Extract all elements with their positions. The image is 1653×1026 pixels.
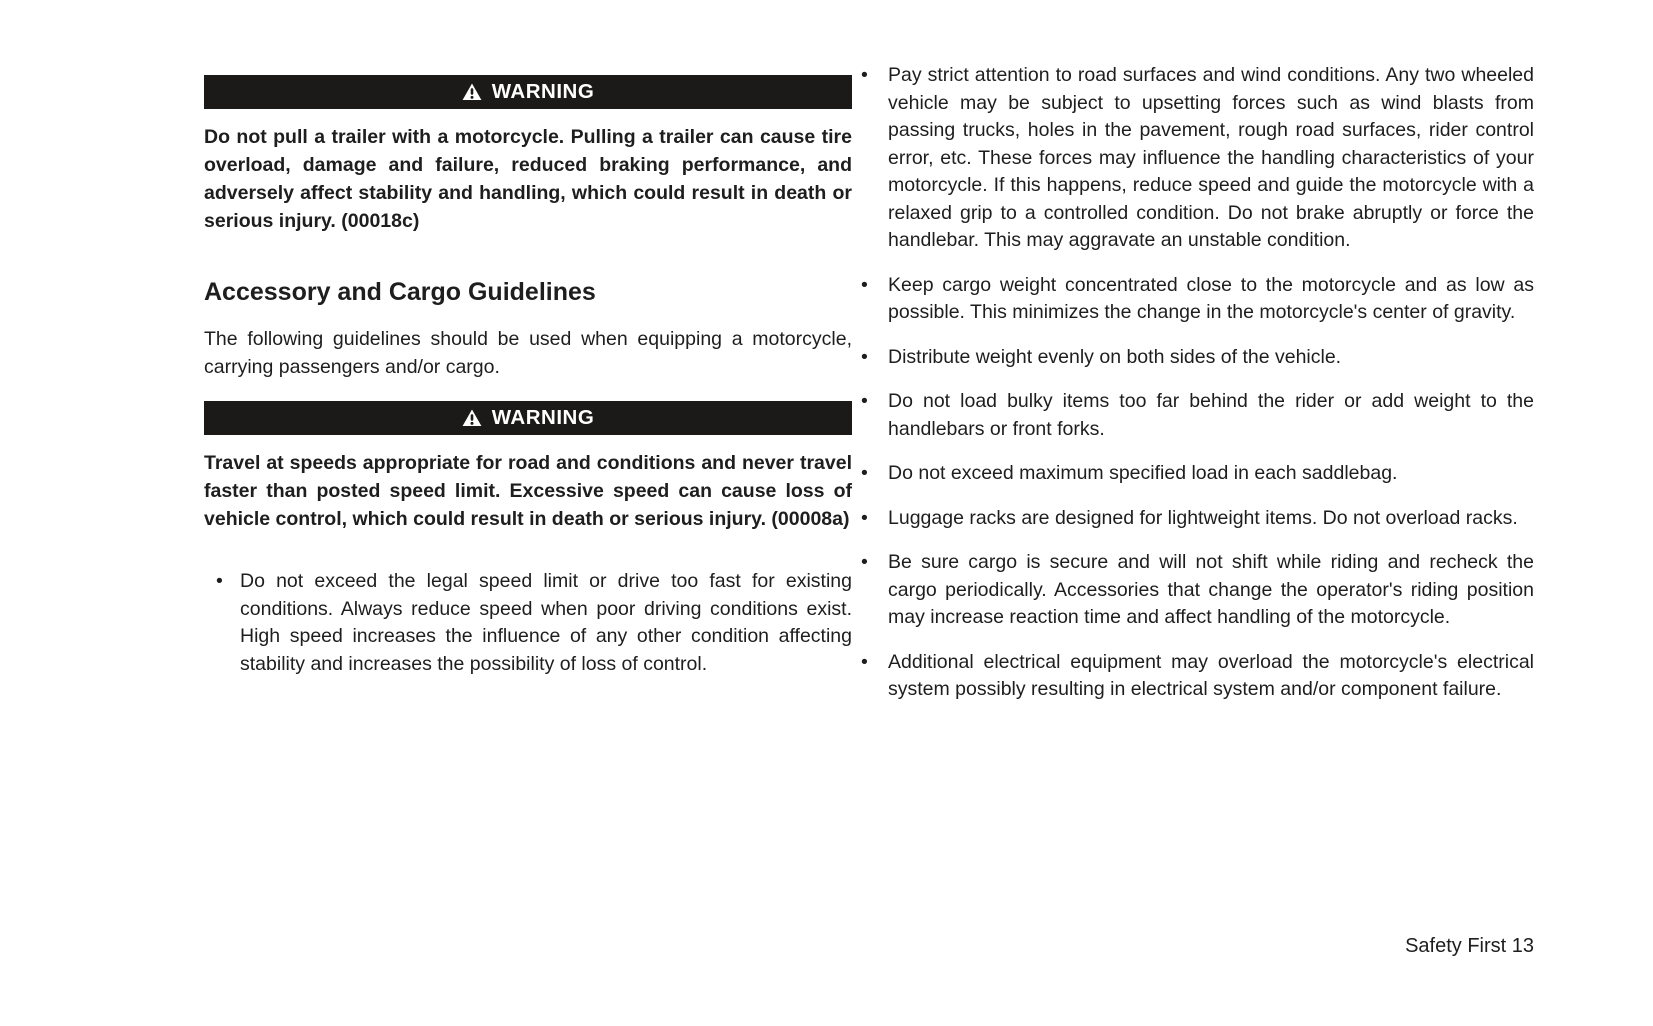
bullet-marker: • xyxy=(861,273,868,296)
list-item-text: Distribute weight evenly on both sides of the vehicle. xyxy=(888,345,1342,368)
list-item-text: Additional electrical equipment may overload the motorcycle's electrical system possibly resulting in electrical system and/or component failure. xyxy=(888,650,1534,700)
warning-banner-label: WARNING xyxy=(491,80,595,103)
warning-banner-trailer xyxy=(204,75,852,109)
list-item xyxy=(858,649,1534,704)
list-item-text: Keep cargo weight concentrated close to the motorcycle and as low as possible. This minimizes the change in the motorcycle's center of gravity. xyxy=(888,273,1534,323)
bullet-marker: • xyxy=(861,390,868,412)
section-intro-paragraph: The following guidelines should be used when equipping a motorcycle, carrying passengers and/or cargo. xyxy=(204,328,852,378)
warning-triangle-icon xyxy=(462,83,482,101)
right-column xyxy=(858,62,1534,704)
warning-banner-speed xyxy=(204,401,852,435)
list-item-text: Do not load bulky items too far behind the rider or add weight to the handlebars or front forks. xyxy=(888,390,1534,440)
list-item xyxy=(858,460,1534,488)
section-heading-accessory-cargo: Accessory and Cargo Guidelines xyxy=(204,278,596,306)
list-item xyxy=(858,344,1534,372)
list-item xyxy=(858,62,1534,255)
list-item xyxy=(858,272,1534,327)
warning-banner-label: WARNING xyxy=(491,406,595,429)
warning-text-speed: Travel at speeds appropriate for road and conditions and never travel faster than posted speed limit. Excessive speed can cause loss of vehicle control, which could result in death or serious injury. (00008a) xyxy=(204,452,852,530)
bullet-marker: • xyxy=(861,345,868,368)
list-item xyxy=(858,505,1534,533)
bullet-marker: • xyxy=(861,506,868,529)
bullet-marker: • xyxy=(861,64,868,86)
list-item-text: Do not exceed the legal speed limit or drive too fast for existing conditions. Always reduce speed when poor driving conditions exist. High speed increases the influence of any other condition affecting stability and increases the possibility of loss of control. xyxy=(240,570,852,675)
bullet-marker: • xyxy=(216,570,223,592)
list-item-text: Do not exceed maximum specified load in each saddlebag. xyxy=(888,462,1398,484)
bullet-marker: • xyxy=(861,462,868,484)
bullet-marker: • xyxy=(861,650,868,673)
right-bullet-list xyxy=(858,62,1534,704)
left-column xyxy=(204,75,852,678)
warning-text-trailer: Do not pull a trailer with a motorcycle. Pulling a trailer can cause tire overload, damage and failure, reduced braking performance, and adversely affect stability and handling, which could result in death or serious injury. (00018c) xyxy=(204,126,852,232)
list-item-text: Pay strict attention to road surfaces and wind conditions. Any two wheeled vehicle may be subject to upsetting forces such as wind blasts from passing trucks, holes in the pavement, rough road surfaces, rider control error, etc. These forces may influence the handling characteristics of your motorcycle. If this happens, reduce speed and guide the motorcycle with a relaxed grip to a controlled condition. Do not brake abruptly or force the handlebar. This may aggravate an unstable condition. xyxy=(888,64,1534,251)
left-bullet-list xyxy=(204,568,852,678)
list-item xyxy=(858,549,1534,632)
page-footer: Safety First 13 xyxy=(1405,935,1534,957)
bullet-marker: • xyxy=(861,551,868,573)
list-item-text: Luggage racks are designed for lightweight items. Do not overload racks. xyxy=(888,506,1518,529)
list-item xyxy=(213,568,852,678)
list-item-text: Be sure cargo is secure and will not shift while riding and recheck the cargo periodically. Accessories that change the operator's riding position may increase reaction time and affect handling of the motorcycle. xyxy=(888,551,1534,628)
warning-triangle-icon xyxy=(462,409,482,427)
list-item xyxy=(858,388,1534,443)
